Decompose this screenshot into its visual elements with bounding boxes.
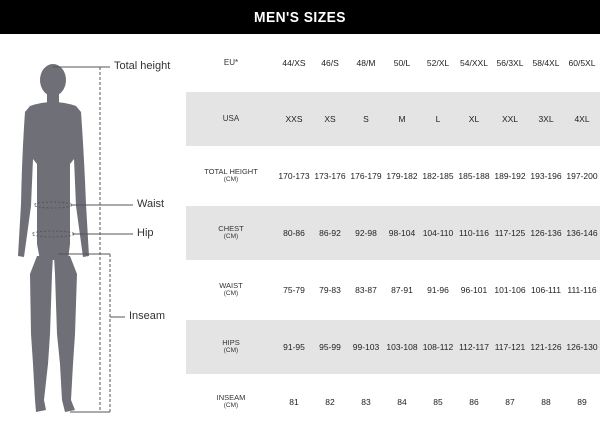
human-silhouette-icon bbox=[0, 34, 186, 428]
table-cell: 60/5XL bbox=[568, 58, 596, 68]
row-unit-text: (CM) bbox=[223, 290, 239, 297]
table-cell: M bbox=[398, 114, 406, 124]
table-row-chest bbox=[186, 206, 600, 260]
table-cell: 83-87 bbox=[355, 285, 377, 295]
table-cell: 197-200 bbox=[566, 171, 598, 181]
table-cell: 50/L bbox=[393, 58, 411, 68]
table-cell: 84 bbox=[397, 397, 407, 407]
table-row-eu bbox=[186, 38, 600, 88]
row-label-text: HIPS bbox=[222, 338, 240, 347]
row-label bbox=[186, 168, 276, 184]
table-cell: 117-121 bbox=[494, 342, 526, 352]
table-cell: 85 bbox=[433, 397, 443, 407]
table-cell: 80-86 bbox=[283, 228, 305, 238]
table-cell: S bbox=[363, 114, 369, 124]
table-cell: 82 bbox=[325, 397, 335, 407]
table-cell: 87-91 bbox=[391, 285, 413, 295]
table-cell: 75-79 bbox=[283, 285, 305, 295]
table-cell: 103-108 bbox=[386, 342, 418, 352]
table-cell: 173-176 bbox=[314, 171, 346, 181]
table-cell: XXL bbox=[501, 114, 519, 124]
table-cell: 179-182 bbox=[386, 171, 418, 181]
table-cell: 58/4XL bbox=[532, 58, 560, 68]
row-label bbox=[186, 115, 276, 123]
table-cell: 48/M bbox=[356, 58, 376, 68]
table-cell: 91-96 bbox=[427, 285, 449, 295]
table-cell: 95-99 bbox=[319, 342, 341, 352]
table-cell: 44/XS bbox=[282, 58, 306, 68]
table-cell: 46/S bbox=[321, 58, 339, 68]
table-cell: 89 bbox=[577, 397, 587, 407]
page-header bbox=[0, 0, 600, 34]
row-label bbox=[186, 282, 276, 298]
table-cell: 193-196 bbox=[530, 171, 562, 181]
table-cell: 91-95 bbox=[283, 342, 305, 352]
size-table bbox=[186, 34, 600, 428]
row-label bbox=[186, 59, 276, 67]
table-cell: 83 bbox=[361, 397, 371, 407]
table-cell: 108-112 bbox=[422, 342, 454, 352]
table-cell: 4XL bbox=[574, 114, 590, 124]
table-cell: XXS bbox=[285, 114, 303, 124]
hip-label: Hip bbox=[137, 227, 154, 239]
waist-label: Waist bbox=[137, 198, 165, 210]
table-cell: 121-126 bbox=[530, 342, 562, 352]
table-cell: 106-111 bbox=[531, 285, 561, 295]
table-cell: 112-117 bbox=[459, 342, 489, 352]
page-title: MEN'S SIZES bbox=[254, 8, 346, 26]
table-cell: 98-104 bbox=[388, 228, 416, 238]
row-unit-text: (CM) bbox=[223, 176, 239, 183]
row-label-text: INSEAM bbox=[216, 393, 246, 402]
table-cell: 3XL bbox=[538, 114, 554, 124]
table-cell: 110-116 bbox=[459, 228, 489, 238]
table-cell: 88 bbox=[541, 397, 551, 407]
table-cell: 117-125 bbox=[494, 228, 526, 238]
row-label bbox=[186, 394, 276, 410]
row-label-text: USA bbox=[222, 114, 240, 123]
table-cell: 87 bbox=[505, 397, 515, 407]
table-cell: XS bbox=[324, 114, 336, 124]
body-figure-panel bbox=[0, 34, 186, 428]
table-cell: 56/3XL bbox=[496, 58, 524, 68]
table-cell: 99-103 bbox=[352, 342, 380, 352]
table-cell: 86 bbox=[469, 397, 479, 407]
table-cell: 176-179 bbox=[350, 171, 382, 181]
table-cell: 136-146 bbox=[566, 228, 598, 238]
row-label-text: CHEST bbox=[218, 224, 244, 233]
table-cell: 189-192 bbox=[494, 171, 526, 181]
total-height-label: Total height bbox=[114, 60, 171, 72]
table-row-inseam bbox=[186, 378, 600, 426]
row-label bbox=[186, 339, 276, 355]
table-cell: 126-136 bbox=[530, 228, 562, 238]
table-row-usa bbox=[186, 92, 600, 146]
table-cell: 182-185 bbox=[422, 171, 454, 181]
row-unit-text: (CM) bbox=[223, 402, 239, 409]
table-cell: 54/XXL bbox=[460, 58, 488, 68]
table-cell: 92-98 bbox=[355, 228, 377, 238]
table-row-total-height bbox=[186, 150, 600, 202]
table-cell: 111-116 bbox=[567, 285, 597, 295]
table-row-waist bbox=[186, 264, 600, 316]
table-cell: 170-173 bbox=[278, 171, 310, 181]
table-cell: XL bbox=[468, 114, 480, 124]
row-unit-text: (CM) bbox=[223, 233, 239, 240]
row-unit-text: (CM) bbox=[223, 347, 239, 354]
row-label-text: WAIST bbox=[219, 281, 243, 290]
row-label-text: EU* bbox=[223, 58, 239, 67]
table-cell: L bbox=[435, 114, 441, 124]
table-cell: 81 bbox=[289, 397, 299, 407]
row-label-text: TOTAL HEIGHT bbox=[204, 167, 258, 176]
table-cell: 126-130 bbox=[566, 342, 598, 352]
row-label bbox=[186, 225, 276, 241]
table-cell: 52/XL bbox=[426, 58, 450, 68]
table-cell: 104-110 bbox=[422, 228, 454, 238]
table-cell: 101-106 bbox=[494, 285, 526, 295]
table-cell: 86-92 bbox=[319, 228, 341, 238]
table-cell: 185-188 bbox=[458, 171, 490, 181]
table-cell: 79-83 bbox=[319, 285, 341, 295]
table-row-hips bbox=[186, 320, 600, 374]
inseam-label: Inseam bbox=[129, 310, 166, 322]
table-cell: 96-101 bbox=[460, 285, 488, 295]
